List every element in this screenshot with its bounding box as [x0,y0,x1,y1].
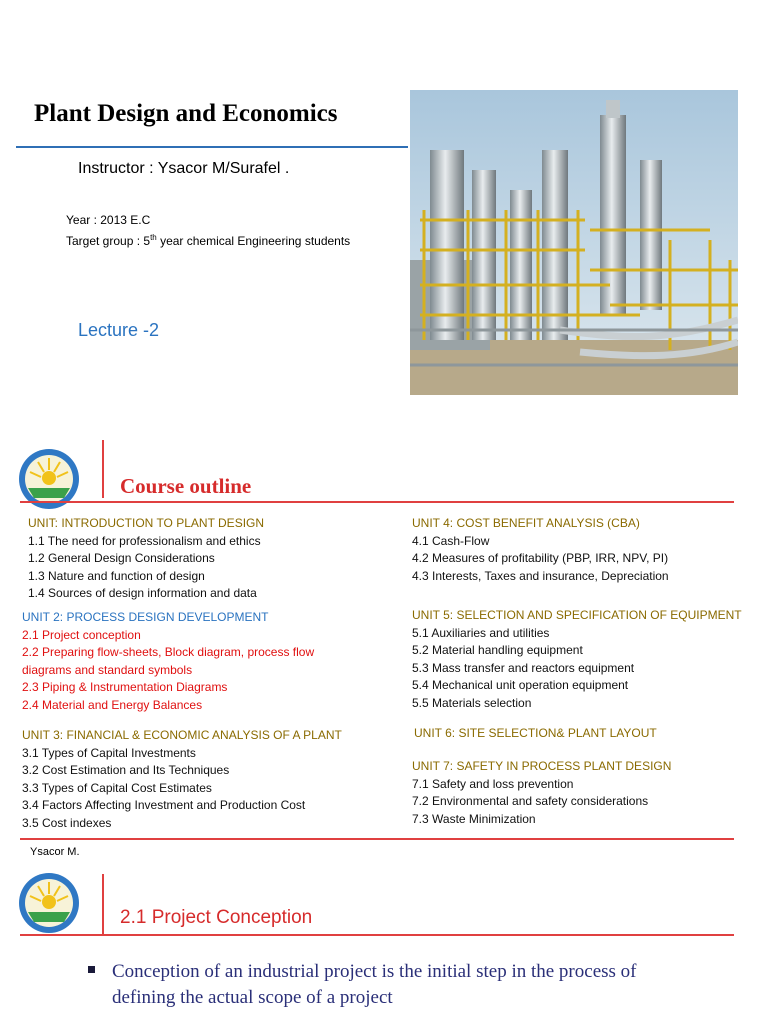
list-item: 1.3 Nature and function of design [28,568,205,583]
outline-unit2 [22,609,314,714]
list-item: 5.1 Auxiliaries and utilities [412,625,550,640]
course-meta [66,212,350,250]
footer-author: Ysacor M. [30,846,80,858]
bullet-icon [88,966,95,973]
refinery-illustration [410,90,738,395]
target-group-line [66,229,350,250]
bullet-text: Conception of an industrial project is the initial step in the process of defining the actual scope of a project [112,961,637,1008]
list-item: 2.2 Preparing flow-sheets, Block diagram, process flow [22,645,315,659]
list-item: 7.1 Safety and loss prevention [412,776,574,791]
outline-unit7 [412,758,671,828]
list-item: 5.2 Material handling equipment [412,643,583,657]
title-divider [20,501,734,503]
list-item: 2.4 Material and Energy Balances [22,697,203,712]
list-item: 4.1 Cash-Flow [412,533,490,548]
title-underline [16,146,408,148]
slide-title: Plant Design and Economics [34,100,338,127]
list-item: 5.3 Mass transfer and reactors equipment [412,660,635,675]
list-item: 1.2 General Design Considerations [28,551,215,565]
unit2-heading: UNIT 2: PROCESS DESIGN DEVELOPMENT [22,610,269,624]
outline-left-column [28,515,264,603]
list-item: 1.1 The need for professionalism and ethics [28,533,261,548]
unit5-heading: UNIT 5: SELECTION AND SPECIFICATION OF EQUIPMENT [412,608,742,622]
outline-unit6 [414,725,657,743]
list-item: 7.2 Environmental and safety considerations [412,794,649,808]
course-outline-title: Course outline [120,474,252,498]
target-group-suffix: year chemical Engineering students [156,234,351,248]
list-item: 2.1 Project conception [22,627,141,642]
university-logo-icon [18,872,80,934]
list-item: diagrams and standard symbols [22,662,193,677]
list-item: 3.5 Cost indexes [22,815,112,830]
lecture-label: Lecture -2 [78,320,160,340]
list-item: 1.4 Sources of design information and data [28,586,257,600]
logo-divider [102,874,104,934]
instructor-line: Instructor : Ysacor M/Surafel . [78,160,290,177]
title-divider [20,934,734,936]
unit1-heading: UNIT: INTRODUCTION TO PLANT DESIGN [28,516,265,530]
bottom-divider [20,838,734,840]
logo-divider [102,440,104,498]
list-item: 3.4 Factors Affecting Investment and Production Cost [22,798,306,812]
list-item: 5.4 Mechanical unit operation equipment [412,678,629,692]
title-slide [0,0,768,430]
outline-unit4 [412,515,669,585]
list-item: 5.5 Materials selection [412,695,532,710]
unit3-heading: UNIT 3: FINANCIAL & ECONOMIC ANALYSIS OF A PLANT [22,728,342,742]
refinery-photo [410,90,738,395]
list-item: 3.3 Types of Capital Cost Estimates [22,780,212,795]
target-group-sup: th [150,233,157,242]
outline-unit5 [412,607,742,712]
list-item: 3.1 Types of Capital Investments [22,745,196,760]
list-item: 4.2 Measures of profitability (PBP, IRR, NPV, PI) [412,551,669,565]
course-outline-slide [0,438,768,858]
unit4-heading: UNIT 4: COST BENEFIT ANALYSIS (CBA) [412,516,640,530]
year-line: Year : 2013 E.C [66,213,151,227]
target-group-prefix: Target group : 5 [66,234,151,248]
list-item: 4.3 Interests, Taxes and insurance, Depreciation [412,568,669,583]
section-title: 2.1 Project Conception [120,907,313,928]
unit7-heading: UNIT 7: SAFETY IN PROCESS PLANT DESIGN [412,759,672,773]
list-item: 2.3 Piping & Instrumentation Diagrams [22,680,228,694]
outline-unit3 [22,727,342,832]
list-item: 3.2 Cost Estimation and Its Techniques [22,763,230,777]
unit6-heading: UNIT 6: SITE SELECTION& PLANT LAYOUT [414,726,657,740]
list-item: 7.3 Waste Minimization [412,811,536,826]
